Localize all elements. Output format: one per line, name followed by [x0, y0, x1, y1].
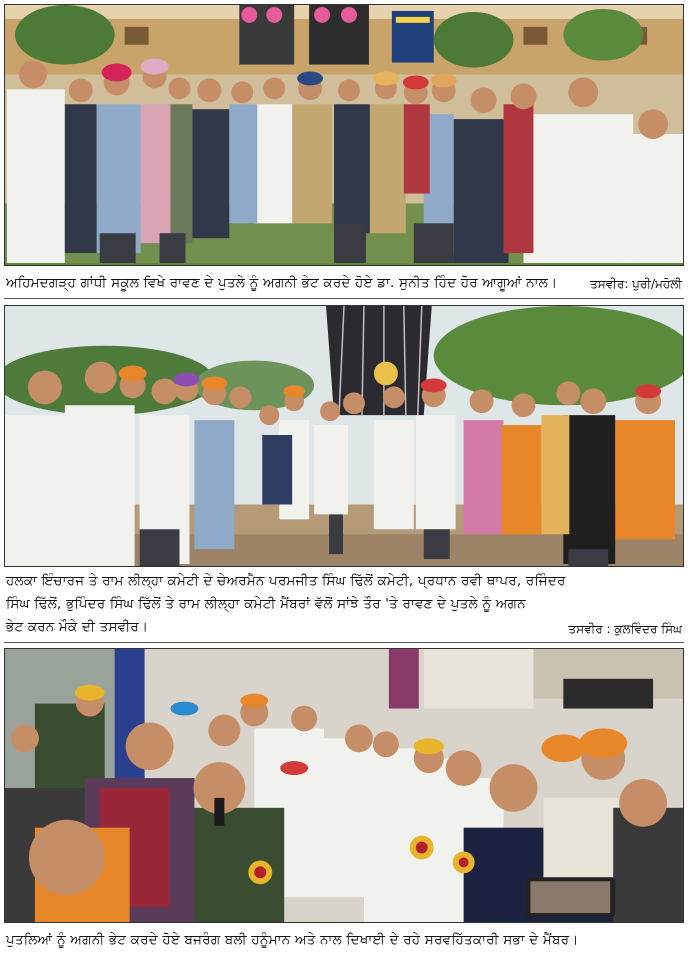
photo-1-credit: ਤਸਵੀਰ: ਪੁਰੀ/ਮਹੋਲੀ	[590, 277, 682, 291]
photo-2-caption-line-2: ਸਿੰਘ ਢਿੱਲੋਂ, ਭੁਪਿੰਦਰ ਸਿੰਘ ਢਿੱਲੋਂ ਤੇ ਰਾਮ ਲੀਲ੍ਹਾ ਕਮੇਟੀ ਮੈਂਬਰਾਂ ਵੱਲੋਂ ਸਾਂਝੇ ਤੌਰ 'ਤੇ ਰਾਵਣ ਦੇ ਪੁਤਲੇ ਨੂੰ ਅਗਨ	[6, 596, 526, 612]
group-photo-2-image	[5, 306, 683, 566]
divider-1	[4, 298, 684, 299]
photo-ravan-effigy-school	[4, 4, 684, 266]
group-photo-1-image	[5, 5, 683, 265]
photo-2-caption-line-3: ਭੇਟ ਕਰਨ ਮੌਕੇ ਦੀ ਤਸਵੀਰ।	[6, 619, 149, 635]
photo-2-credit: ਤਸਵੀਰ : ਕੁਲਵਿੰਦਰ ਸਿੰਘ	[568, 622, 682, 636]
photo-3-caption: ਪੁਤਲਿਆਂ ਨੂੰ ਅਗਨੀ ਭੇਟ ਕਰਦੇ ਹੋਏ ਬਜਰੰਗ ਬਲੀ ਹਨੂੰਮਾਨ ਅਤੇ ਨਾਲ ਦਿਖਾਈ ਦੇ ਰਹੇ ਸਰਵਹਿੱਤਕਾਰੀ ਸਭਾ ਦੇ ਮੈਂਬਰ।	[6, 932, 579, 948]
photo-ram-leela-committee	[4, 305, 684, 567]
divider-2	[4, 642, 684, 643]
photo-1-caption: ਅਹਿਮਦਗੜ੍ਹ ਗਾਂਧੀ ਸਕੂਲ ਵਿਖੇ ਰਾਵਣ ਦੇ ਪੁਤਲੇ ਨੂੰ ਅਗਨੀ ਭੇਟ ਕਰਦੇ ਹੋਏ ਡਾ. ਸੁਨੀਤ ਹਿੰਦ ਹੋਰ ਆਗੂਆਂ ਨਾਲ।	[6, 275, 558, 291]
photo-hanuman-effigy-burning	[4, 648, 684, 923]
photo-2-caption-line-1: ਹਲਕਾ ਇੰਚਾਰਜ ਤੇ ਰਾਮ ਲੀਲ੍ਹਾ ਕਮੇਟੀ ਦੇ ਚੇਅਰਮੈਨ ਪਰਮਜੀਤ ਸਿੰਘ ਢਿੱਲੋਂ ਕਮੇਟੀ, ਪ੍ਰਧਾਨ ਰਵੀ ਥਾਪਰ, ਰਜਿੰਦਰ	[6, 573, 566, 589]
group-photo-3-image	[5, 649, 683, 922]
